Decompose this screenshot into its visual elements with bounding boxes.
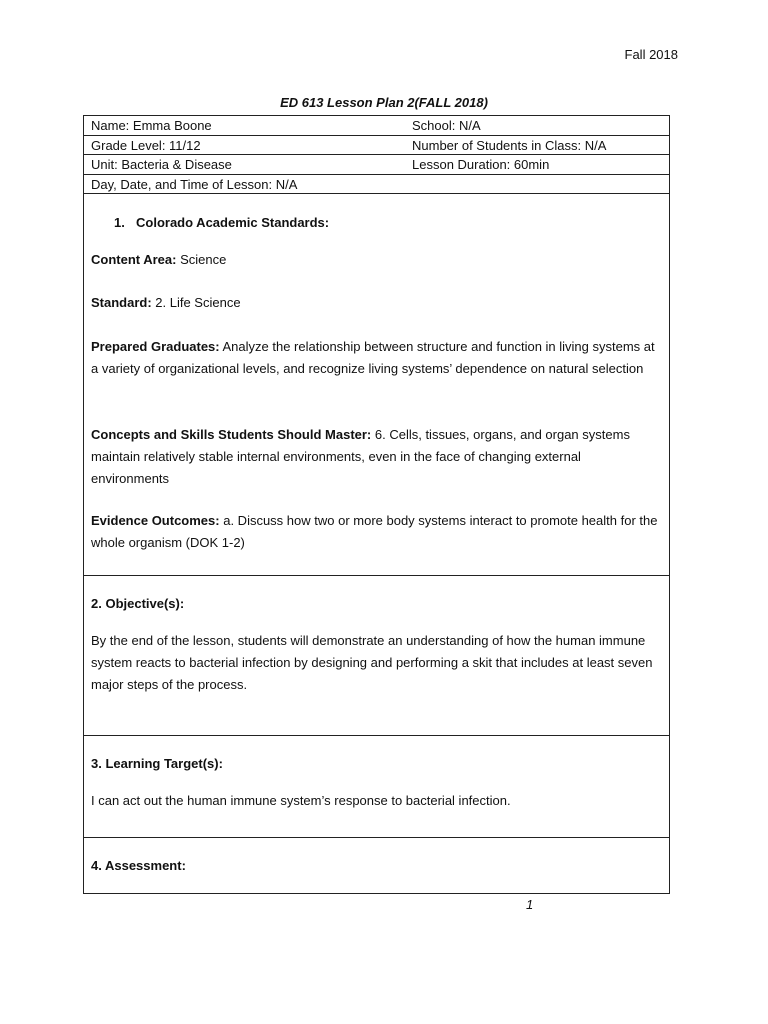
standards-title: Colorado Academic Standards: xyxy=(136,215,330,230)
info-row-name xyxy=(84,116,669,136)
prepared-graduates-value: Analyze the relationship between structure and function in living systems at a variety of organizational levels, and recognize living systems’ dependence on natural selection xyxy=(91,339,655,376)
standard xyxy=(91,292,661,314)
unit: Unit: Bacteria & Disease xyxy=(91,157,232,172)
prepared-graduates-label: Prepared Graduates: xyxy=(91,339,220,354)
evidence-label: Evidence Outcomes: xyxy=(91,513,220,528)
number-of-students: Number of Students in Class: N/A xyxy=(412,137,607,153)
section-standards xyxy=(84,194,669,576)
grade-level: Grade Level: 11/12 xyxy=(91,137,201,153)
section-learning-targets xyxy=(84,736,669,838)
section-objectives xyxy=(84,576,669,736)
content-area-value: Science xyxy=(176,252,227,267)
assessment-heading: 4. Assessment: xyxy=(91,858,186,873)
day-date-time: Day, Date, and Time of Lesson: N/A xyxy=(91,176,298,192)
lesson-plan-table xyxy=(83,115,670,894)
lesson-duration: Lesson Duration: 60min xyxy=(412,157,550,172)
objectives-text: By the end of the lesson, students will demonstrate an understanding of how the human immune system reacts to bacterial infection by designing and performing a skit that includes at least seven major steps of the process. xyxy=(91,633,653,692)
teacher-name: Name: Emma Boone xyxy=(91,118,212,133)
evidence-value: a. Discuss how two or more body systems interact to promote health for the whole organism (DOK 1-2) xyxy=(91,513,658,550)
info-row-unit xyxy=(84,155,669,175)
header-term: Fall 2018 xyxy=(624,47,678,62)
evidence-outcomes xyxy=(91,510,661,554)
objectives-heading: 2. Objective(s): xyxy=(91,596,185,611)
section-assessment xyxy=(84,838,669,893)
page-number: 1 xyxy=(526,897,534,912)
learning-targets-text: I can act out the human immune system’s response to bacterial infection. xyxy=(91,793,511,808)
standards-number: 1. xyxy=(114,215,125,230)
content-area xyxy=(91,249,661,271)
prepared-graduates xyxy=(91,336,661,380)
standards-heading xyxy=(114,212,329,234)
concepts-value: 6. Cells, tissues, organs, and organ systems maintain relatively stable internal environments, even in the face of changing external environments xyxy=(91,427,630,486)
info-row-day xyxy=(84,175,669,195)
standard-value: 2. Life Science xyxy=(151,295,241,310)
concepts-label: Concepts and Skills Students Should Master: xyxy=(91,427,372,442)
concepts-and-skills xyxy=(91,424,661,490)
content-area-label: Content Area: xyxy=(91,252,177,267)
learning-targets-heading: 3. Learning Target(s): xyxy=(91,756,223,771)
info-row-grade xyxy=(84,136,669,156)
document-title: ED 613 Lesson Plan 2(FALL 2018) xyxy=(280,95,488,110)
standard-label: Standard: xyxy=(91,295,152,310)
school: School: N/A xyxy=(412,118,481,133)
